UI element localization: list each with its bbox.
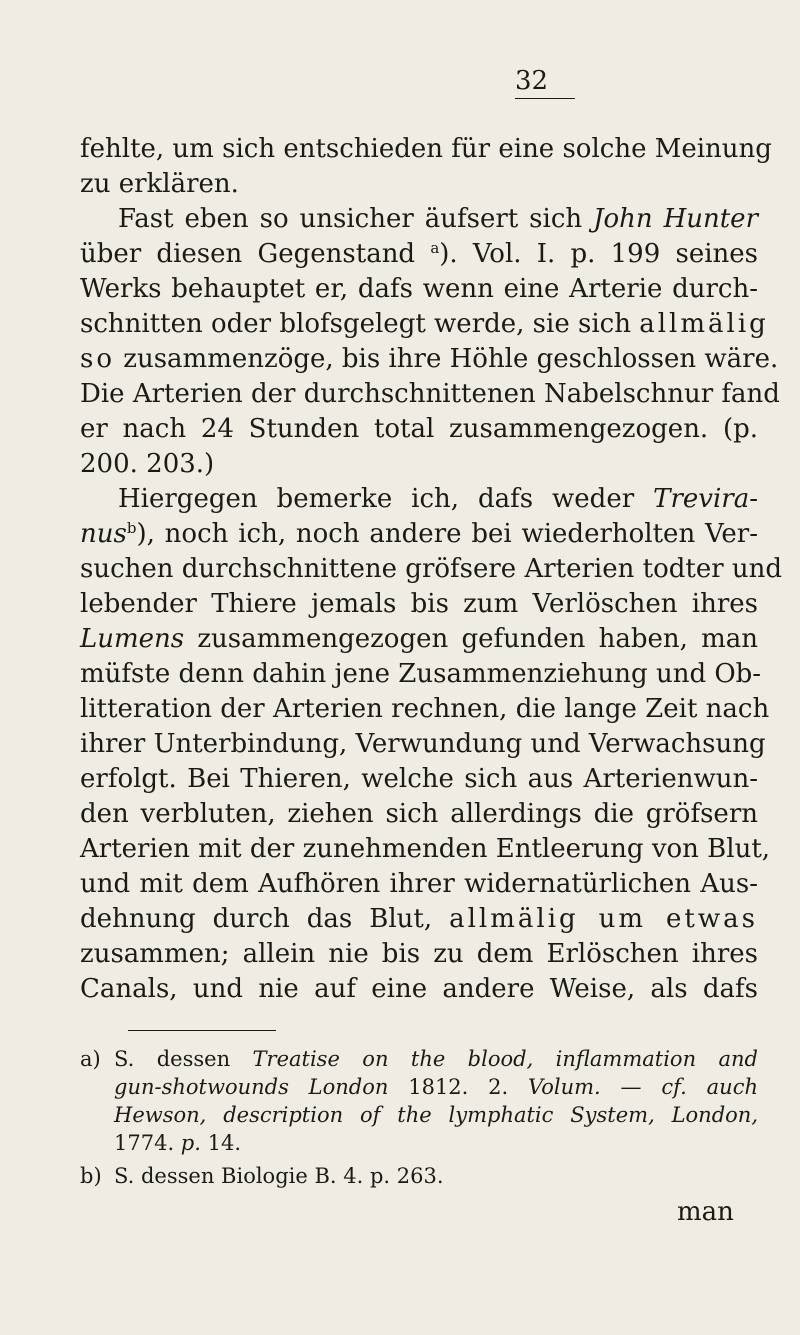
body-line: Fast eben so unsicher äufsert sich John Hunter bbox=[118, 204, 758, 234]
body-line: Werks behauptet er, dafs wenn eine Arterie durch- bbox=[80, 274, 758, 304]
body-line: Lumens zusammengezogen gefunden haben, man bbox=[80, 624, 758, 654]
footnote-a-line: a) S. dessen Treatise on the blood, inflammation and bbox=[80, 1047, 759, 1071]
body-line: erfolgt. Bei Thieren, welche sich aus Arterienwun- bbox=[80, 764, 758, 794]
body-line: müfste denn dahin jene Zusammenziehung und Ob- bbox=[80, 659, 762, 689]
body-line: nus$^b$), noch ich, noch andere bei wiederholten Ver- bbox=[80, 519, 758, 549]
body-line: und mit dem Aufhören ihrer widernatürlichen Aus- bbox=[80, 869, 758, 899]
footnote-a-line: gun-shotwounds London 1812. 2. Volum. — cf. auch bbox=[114, 1075, 758, 1099]
footnote-ref-a: a bbox=[430, 239, 440, 257]
body-line: 200. 203.) bbox=[80, 449, 215, 479]
author-name: Trevira- bbox=[653, 484, 758, 514]
author-name: John Hunter bbox=[593, 204, 758, 234]
body-line: fehlte, um sich entschieden für eine solche Meinung bbox=[80, 134, 772, 164]
body-line: zu erklären. bbox=[80, 169, 239, 199]
body-line: über diesen Gegenstand $^a$). Vol. I. p. 199 seines bbox=[80, 239, 758, 269]
body-line: schnitten oder blofsgelegt werde, sie sich allmälig bbox=[80, 309, 769, 339]
body-line: er nach 24 Stunden total zusammengezogen. (p. bbox=[80, 414, 758, 444]
author-name: nus bbox=[80, 519, 127, 549]
footnote-divider bbox=[128, 1030, 276, 1031]
footnote-label: b) bbox=[80, 1164, 102, 1188]
footnote-ref-b: b bbox=[126, 519, 137, 537]
footnote-a-line: 1774. p. 14. bbox=[114, 1131, 241, 1155]
body-line: suchen durchschnittene gröfsere Arterien todter und bbox=[80, 554, 783, 584]
body-line: lebender Thiere jemals bis zum Verlöschen ihres bbox=[80, 589, 758, 619]
body-line: Die Arterien der durchschnittenen Nabelschnur fand bbox=[80, 379, 780, 409]
footnote-a-line: Hewson, description of the lymphatic System, London, bbox=[114, 1103, 758, 1127]
footnote-b-line: b) S. dessen Biologie B. 4. p. 263. bbox=[80, 1164, 444, 1188]
page-number: 32 bbox=[515, 66, 575, 99]
body-line: zusammen; allein nie bis zu dem Erlöschen ihres bbox=[80, 939, 758, 969]
footnote-label: a) bbox=[80, 1047, 101, 1071]
body-line: litteration der Arterien rechnen, die lange Zeit nach bbox=[80, 694, 770, 724]
catchword: man bbox=[677, 1197, 734, 1227]
body-line: so zusammenzöge, bis ihre Höhle geschlossen wäre. bbox=[80, 344, 779, 374]
body-line: ihrer Unterbindung, Verwundung und Verwachsung bbox=[80, 729, 766, 759]
body-line: Arterien mit der zunehmenden Entleerung von Blut, bbox=[80, 834, 771, 864]
body-line: dehnung durch das Blut, allmälig um etwas bbox=[80, 904, 758, 934]
body-line: den verbluten, ziehen sich allerdings die gröfsern bbox=[80, 799, 758, 829]
body-line: Hiergegen bemerke ich, dafs weder Trevira- bbox=[118, 484, 758, 514]
body-line: Canals, und nie auf eine andere Weise, als dafs bbox=[80, 974, 758, 1004]
